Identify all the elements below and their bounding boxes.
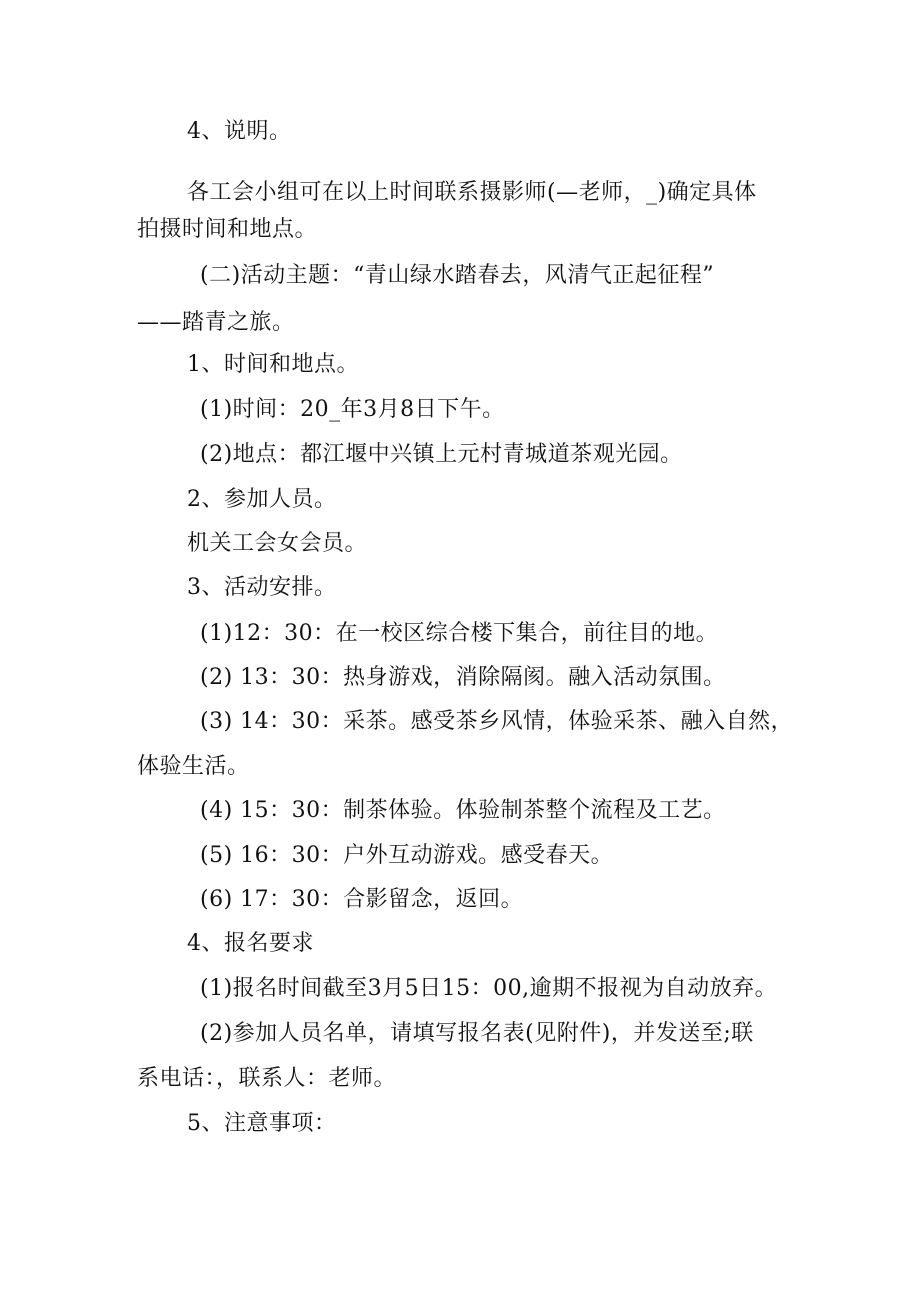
list-item-continuation: 系电话：，联系人：老师。 [137, 1066, 397, 1091]
list-item: (1)报名时间截至3月5日15：00,逾期不报视为自动放弃。 [200, 976, 778, 1001]
schedule-item: (2) 13：30：热身游戏，消除隔阂。融入活动氛围。 [200, 665, 726, 690]
section-heading-time-place: 1、时间和地点。 [187, 352, 359, 377]
schedule-item: (1)12：30：在一校区综合楼下集合，前往目的地。 [200, 621, 719, 646]
activity-theme-heading: (二)活动主题：“青山绿水踏春去，风清气正起征程” [200, 263, 715, 288]
section-heading-schedule: 3、活动安排。 [187, 575, 337, 600]
section-heading-registration: 4、报名要求 [187, 931, 314, 956]
section-heading-notes: 5、注意事项： [187, 1111, 337, 1136]
schedule-item: (3) 14：30：采茶。感受茶乡风情，体验采茶、融入自然， [200, 709, 794, 734]
schedule-item-continuation: 体验生活。 [137, 754, 250, 779]
paragraph-line: 各工会小组可在以上时间联系摄影师(—老师，_)确定具体 [187, 180, 757, 205]
schedule-item: (5) 16：30：户外互动游戏。感受春天。 [200, 843, 614, 868]
schedule-item: (4) 15：30：制茶体验。体验制茶整个流程及工艺。 [200, 798, 726, 823]
list-item: (2)参加人员名单，请填写报名表(见附件)，并发送至;联 [200, 1021, 754, 1046]
section-heading-explanation: 4、说明。 [187, 119, 292, 144]
paragraph-line: 拍摄时间和地点。 [137, 217, 318, 242]
schedule-item: (6) 17：30：合影留念，返回。 [200, 887, 524, 912]
list-item: (1)时间：20_年3月8日下午。 [200, 397, 505, 422]
paragraph-line: 机关工会女会员。 [187, 531, 368, 556]
section-heading-participants: 2、参加人员。 [187, 487, 337, 512]
activity-theme-subtitle: ——踏青之旅。 [137, 310, 295, 335]
list-item: (2)地点：都江堰中兴镇上元村青城道茶观光园。 [200, 442, 683, 467]
